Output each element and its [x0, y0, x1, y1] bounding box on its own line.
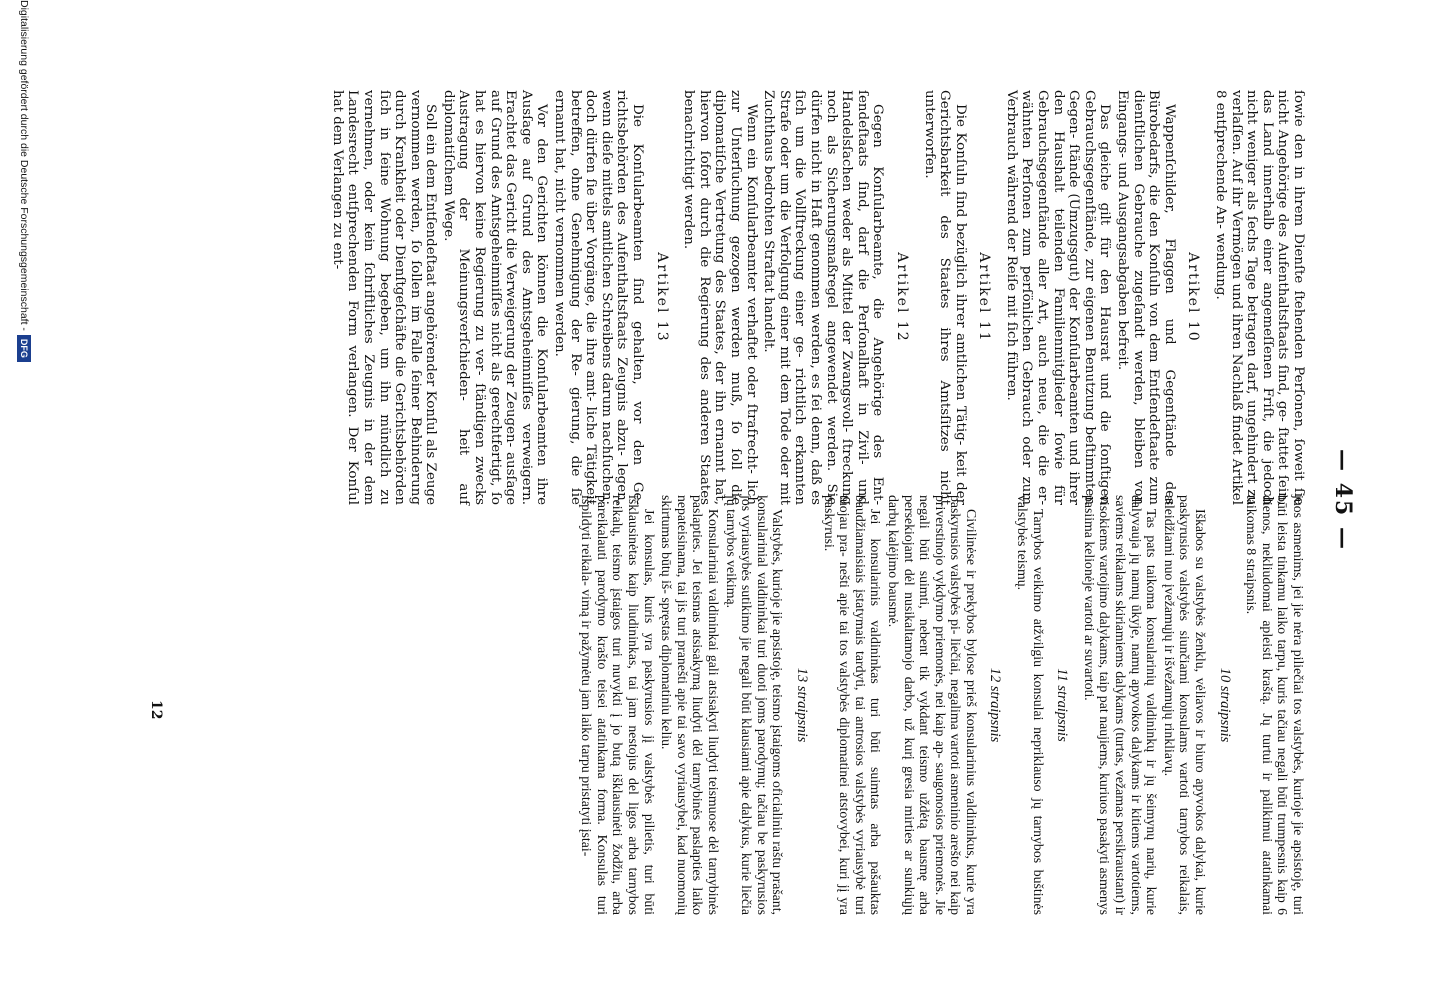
german-article-11-paragraph-1: Die Konſuln ſind bezüglich ihrer amtlichen Tätig- keit der Gerichtsbarkeit des Staates ihres Amtsſitzes nicht unterworfen.	[921, 90, 968, 505]
german-article-11-heading: Artikel 11	[976, 252, 993, 343]
german-article-12-paragraph-1: Gegen Konſularbeamte, die Angehörige des Ent- ſendeſtaats ſind, darf die Perſonalhaft in Zivil- und Handelsſachen weder als Mittel der Zwangsvoll- ſtreckung noch als Sicherungsmaßregel angewendet werden. Sie dürfen nicht in Haft genommen werden, es ſei denn, daß es ſich um die Vollſtreckung einer ge- richtlich erkannten Strafe oder um die Verfolgung einer mit dem Tode oder mit Zuchthaus bedrohten Straftat handelt.	[761, 90, 886, 505]
lithuanian-article-13-paragraph-3: Jei konsulas, kuris yra paskyrusios jį valstybės pilietis, turi būti išklausinėtas kaip liudininkas, tai jam nestojus del ligos arba tarnybos reikalų, teismo įstaigos turi nuvykti į jo butą išklausinėti žodžiu, arba pareikalauti parodymo krašto teisei atatinkama forma. Konsulas turi išpildyti reikala- vimą ir pažymėtu jam laiko tarpu pristatyti įstai-	[579, 495, 657, 915]
lithuanian-article-11-heading: 11 straipsnis	[1054, 668, 1071, 742]
german-article-12-paragraph-2: Wenn ein Konſularbeamter verhaftet oder ſtrafrecht- lich zur Unterſuchung gezogen werden muß, ſo ſoll die diplomatiſche Vertretung des Staates, der ihn ernannt hat, hiervon ſofort durch die Regierung des anderen Staates benachrichtigt werden.	[681, 90, 759, 505]
lithuanian-article-12-paragraph-2: Jei konsularinis valdininkas turi būti suimtas arba pašauktas baudžiamaisiais įstatymais tardyti, tai antrosios valstybės vyriausybė turi tuojau pra- nešti apie tai tos valstybės diplomatinei atstovybei, kuri jį yra paskyrusi.	[821, 495, 884, 915]
dfg-logo: DFG	[17, 335, 31, 362]
lithuanian-article-10-heading: 10 straipsnis	[1216, 667, 1233, 743]
german-intro: ſowie den in ihrem Dienſte ſtehenden Perſonen, ſoweit ſie nicht Angehörige des Aufenthaltsſtaats ſind, ge- ſtattet ſein, das Land innerhalb einer angemeſſenen Friſt, die jedoch nicht weniger als ſechs Tage betragen darf, ungehindert zu verlaſſen. Auf ihr Vermögen und ihren Nachlaß findet Artikel 8 entſprechende An- wendung.	[1213, 90, 1306, 505]
lithuanian-article-12-paragraph-1: Civilinėse ir prekybos bylose prieš konsularinius valdininkus, kurie yra paskyrusios valstybės pi- liečiai, negalima vartoti asmeninio arešto nei kaip priverstinojo vykdymo priemonės, nei kaip ap- saugonosios priemonės. Jie negali būti suimti, nebent tik vykdant teismo uždėtą bausmę arba persekiojant dėl nusikaltamojo darbo, už kurį gresia mirties ar sunkiųjų darbų kalėjimo bausmė.	[885, 495, 979, 915]
german-column	[327, 90, 1306, 505]
lithuanian-article-13-heading: 13 straipsnis	[793, 667, 810, 743]
lithuanian-intro: juos asmenims, jei jie nėra piliečiai tos valstybės, kurioje jie apsistoję, turi būti leista tinkamu laiko tarpu, kuris tačiau negali būti trumpesnis kaip 6 dienos, nekliudomai apleisti kraštą. Jų turtui ir palikimui atatinkamai taikomas 8 straipsnis.	[1244, 495, 1306, 915]
german-article-13-paragraph-3: Soll ein dem Entſendeſtaat angehörender Konſul als Zeuge vernommen werden, ſo ſollen im Falle ſeiner Behinderung durch Krankheit oder Dienſtgeſchäfte die Gerichtsbehörden ſich in ſeine Wohnung begeben, um ihn mündlich zu vernehmen, oder kein ſchriftliches Zeugnis in der dem Landesrecht entſprechenden Form verlangen. Der Konſul hat dem Verlangen zu ent-	[329, 90, 439, 505]
german-article-10-heading: Artikel 10	[1185, 252, 1202, 343]
german-article-10-paragraph-2: Das gleiche gilt für den Hausrat und die ſonſtigen Gebrauchsgegenſtände, zur eigenen Benutzung beſtimmten Gegen- ſtände (Umzugsgut) der Konſularbeamten und ihrer den Haushalt teilenden Familienmitglieder ſowie für Gebrauchsgegenſtände aller Art, auch neue, die die er- wähnten Perſonen zum perſönlichen Gebrauch oder zum Verbrauch während der Reiſe mit ſich führen.	[1003, 90, 1113, 505]
page-sub-number: 12	[148, 700, 164, 720]
digitization-footer	[14, 0, 34, 1000]
german-article-10-paragraph-1: Wappenſchilder, Flaggen und Gegenſtände des Bürobedarfs, die den Konſuln von dem Entſendeſtaate zum dienſtlichen Gebrauche zugeſandt werden, bleiben von Eingangs- und Ausgangsabgaben befreit.	[1115, 90, 1177, 505]
lithuanian-column	[577, 495, 1306, 915]
lithuanian-article-13-paragraph-1: Valstybės, kurioje jie apsistoję, teismo įstaigoms oficialiniu raštu prašant, konsularinial valdininkai turi duoti joms parodymų; tačiau be paskyrusios jos vyriausybės sutikimo jie negali būti klausiami apie dalykus, kurie liečia jų tarnybos veikimą.	[723, 495, 786, 915]
lithuanian-article-12-heading: 12 straipsnis	[987, 667, 1004, 743]
lithuanian-article-10-paragraph-2: Tas pats taikoma konsularinių valdininkų ir jų šeimynų narių, kurie dalyvauja jų namų ūkyje, namų apyvokos dalykams ir kitiems vartotiems, saviems reikalams skiriamiems dalykams (turtas, vežamas persikraustant) ir visokiems vartojimo dalykams, taip pat naujiems, kuriuos pasakyti asmenys pasiima kelionėje vartoti ar suvartoti.	[1081, 495, 1160, 915]
german-article-12-heading: Artikel 12	[893, 252, 910, 343]
german-article-13-heading: Artikel 13	[653, 252, 670, 343]
footer-text: Digitalisierung gefördert durch die Deutsche Forschungsgemeinschaft -	[18, 0, 30, 331]
lithuanian-article-13-paragraph-2: Konsulariniai valdininkai gali atsisakyti liudyti teismuose dėl tarnybinės paslapties. Jei teismas atsisakymą liudyti dėl tarnybinės paslapties laiko nepateisinama, tai jis turi pranešti apie tai savo vyriausybei, kad nuomonių skirtumas būtų iš- spręstas diplomatiniu keliu.	[659, 495, 721, 915]
lithuanian-article-10-paragraph-1: Iškabos su valstybės ženklu, vėliavos ir biuro apyvokos dalykai, kurie paskyrusios valstybės siunčiami konsulams vartoti tarnybos reikalais, atleidžiami nuo įvežamųjų ir išvežamųjų rinkliavų.	[1161, 495, 1209, 915]
page-number: — 45 —	[1330, 449, 1356, 551]
lithuanian-article-11-paragraph-1: Tarnybos veikimo atžvilgiu konsulai nepriklauso jų tarnybos buštinės valstybės teismų.	[1015, 495, 1046, 915]
german-article-13-paragraph-1: Die Konſularbeamten ſind gehalten, vor den Ge- richtsbehörden des Aufenthaltsſtaats Zeugnis abzu- legen, wenn dieſe mittels amtlichen Schreibens darum nachſuchen; doch dürfen ſie über Vorgänge, die ihre amt- liche Tätigkeit betreffen, ohne Genehmigung der Re- gierung, die ſie ernannt hat, nicht vernommen werden.	[552, 90, 646, 505]
german-article-13-paragraph-2: Vor den Gerichten können die Konſularbeamten ihre Ausſage auf Grund des Amtsgeheimniſſes verweigern. Erachtet das Gericht die Verweigerung der Zeugen- ausſage auf Grund des Amtsgeheimniſſes nicht als gerechtfertigt, ſo hat es hiervon keine Regierung zu ver- ſtändigen zwecks Austragung der Meinungsverſchieden- heit auf diplomatiſchem Wege.	[440, 90, 550, 505]
